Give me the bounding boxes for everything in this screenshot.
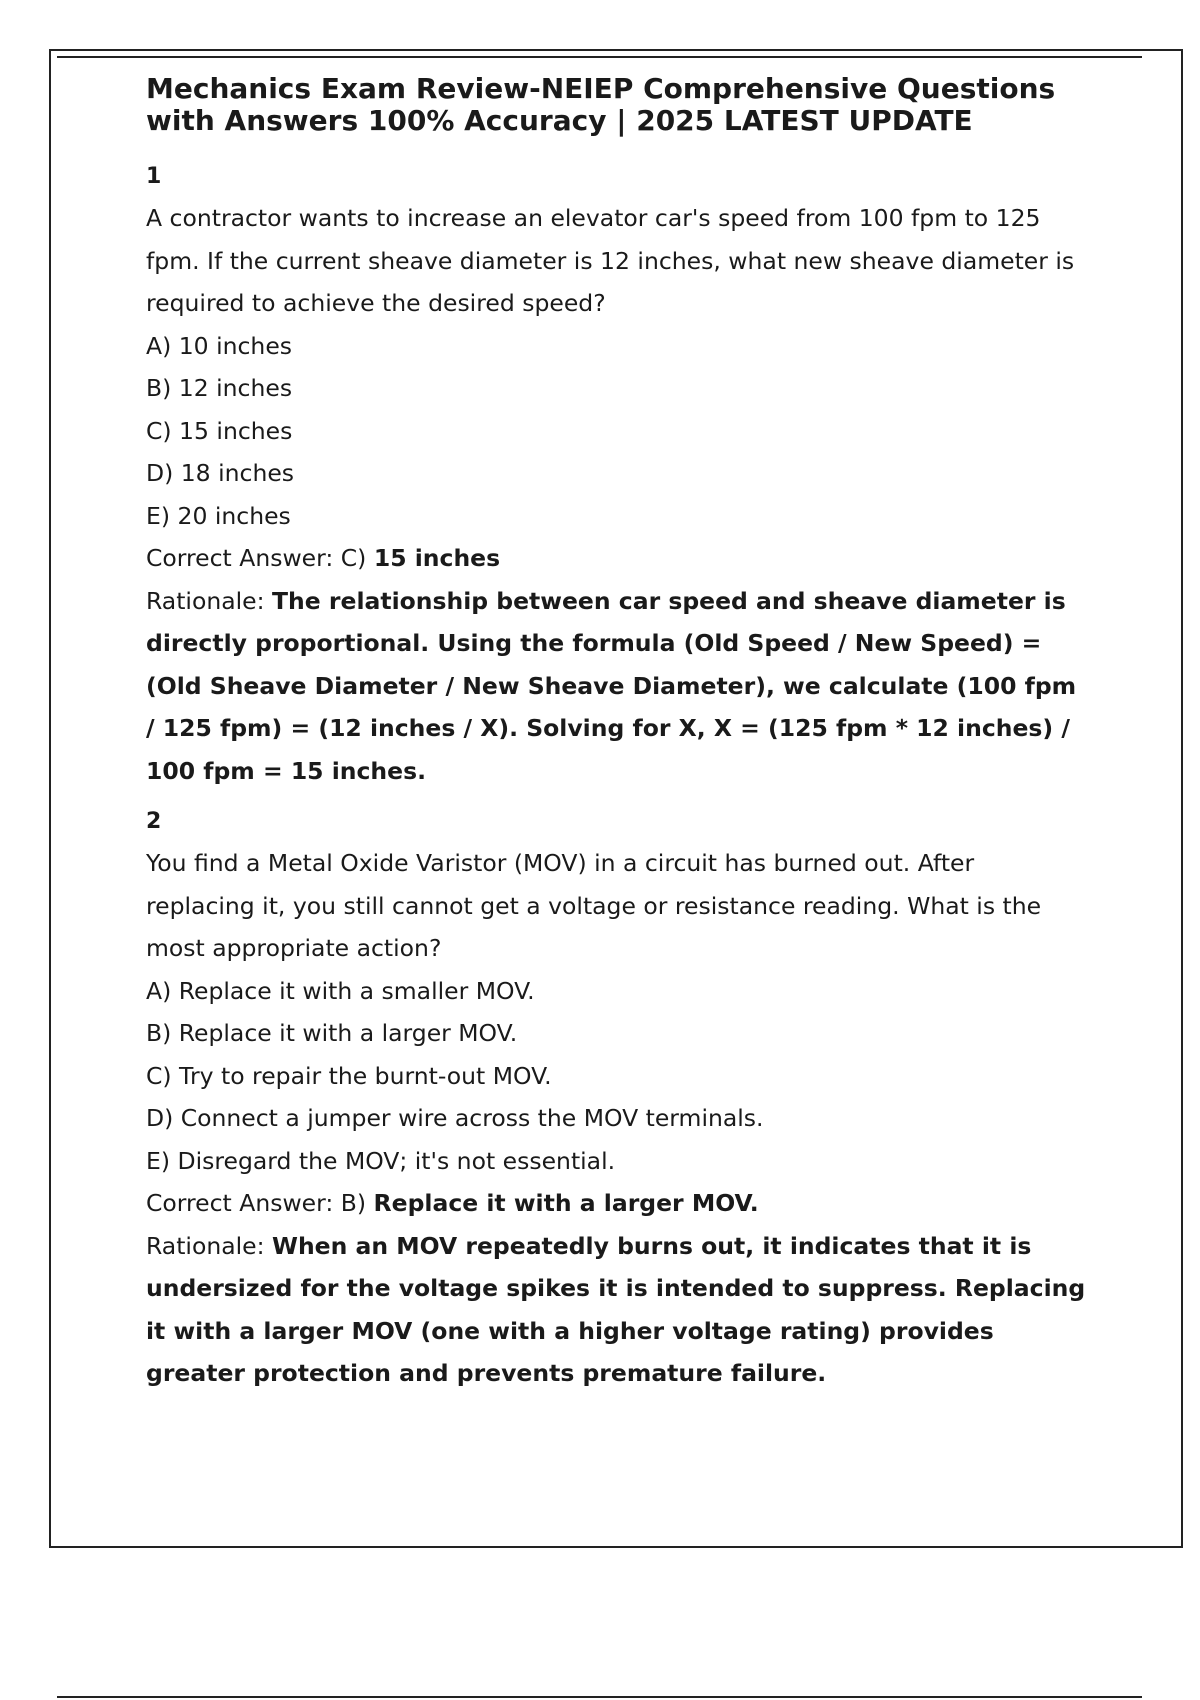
option-c: C) 15 inches — [146, 416, 293, 445]
option-c: C) Try to repair the burnt-out MOV. — [146, 1061, 552, 1090]
rationale-text: The relationship between car speed and sheave diameter is directly proportional. Using the formula (Old Speed / New Speed) = (Old Sheave Diameter / New Sheave Diameter), we calculate (100 fpm / 125 fpm) = (12 inches / X). Solving for X, X = (125 fpm * 12 inches) / 100 fpm = 15 inches. — [146, 586, 1077, 785]
bottom-rule — [57, 1696, 1142, 1698]
correct-answer — [146, 1182, 1086, 1225]
option-e: E) 20 inches — [146, 501, 291, 530]
correct-answer — [146, 537, 1086, 580]
document-title: Mechanics Exam Review-NEIEP Comprehensive Questions with Answers 100% Accuracy | 2025 LATEST UPDATE — [146, 72, 1056, 137]
option-b: B) Replace it with a larger MOV. — [146, 1019, 518, 1047]
option-a: A) 10 inches — [146, 331, 293, 360]
question-block-2 — [146, 806, 1086, 1395]
question-number: 1 — [146, 164, 162, 189]
top-rule — [57, 56, 1142, 58]
option-b: B) 12 inches — [146, 374, 293, 402]
rationale — [146, 1225, 1086, 1395]
option-a: A) Replace it with a smaller MOV. — [146, 976, 535, 1005]
question-block-1 — [146, 161, 1086, 792]
question-text: A contractor wants to increase an elevator car's speed from 100 fpm to 125 fpm. If the current sheave diameter is 12 inches, what new sheave diameter is required to achieve the desired speed? — [146, 204, 1075, 317]
option-d: D) 18 inches — [146, 459, 295, 487]
rationale-text: When an MOV repeatedly burns out, it indicates that it is undersized for the voltage spikes it is intended to suppress. Replacing it with a larger MOV (one with a higher voltage rating) provides greater protection and prevents premature failure. — [146, 1231, 1086, 1387]
question-number: 2 — [146, 809, 162, 834]
rationale — [146, 580, 1086, 793]
correct-answer-value: Replace it with a larger MOV. — [373, 1189, 759, 1217]
rationale-label: Rationale: — [146, 586, 265, 615]
correct-answer-label: Correct Answer: B) — [146, 1189, 367, 1217]
rationale-label: Rationale: — [146, 1231, 265, 1260]
correct-answer-value: 15 inches — [373, 544, 501, 572]
document-body — [146, 73, 1086, 1409]
option-d: D) Connect a jumper wire across the MOV terminals. — [146, 1104, 764, 1132]
correct-answer-label: Correct Answer: C) — [146, 544, 367, 572]
question-text: You find a Metal Oxide Varistor (MOV) in a circuit has burned out. After replacing it, you still cannot get a voltage or resistance reading. What is the most appropriate action? — [146, 849, 1042, 962]
option-e: E) Disregard the MOV; it's not essential. — [146, 1146, 616, 1175]
